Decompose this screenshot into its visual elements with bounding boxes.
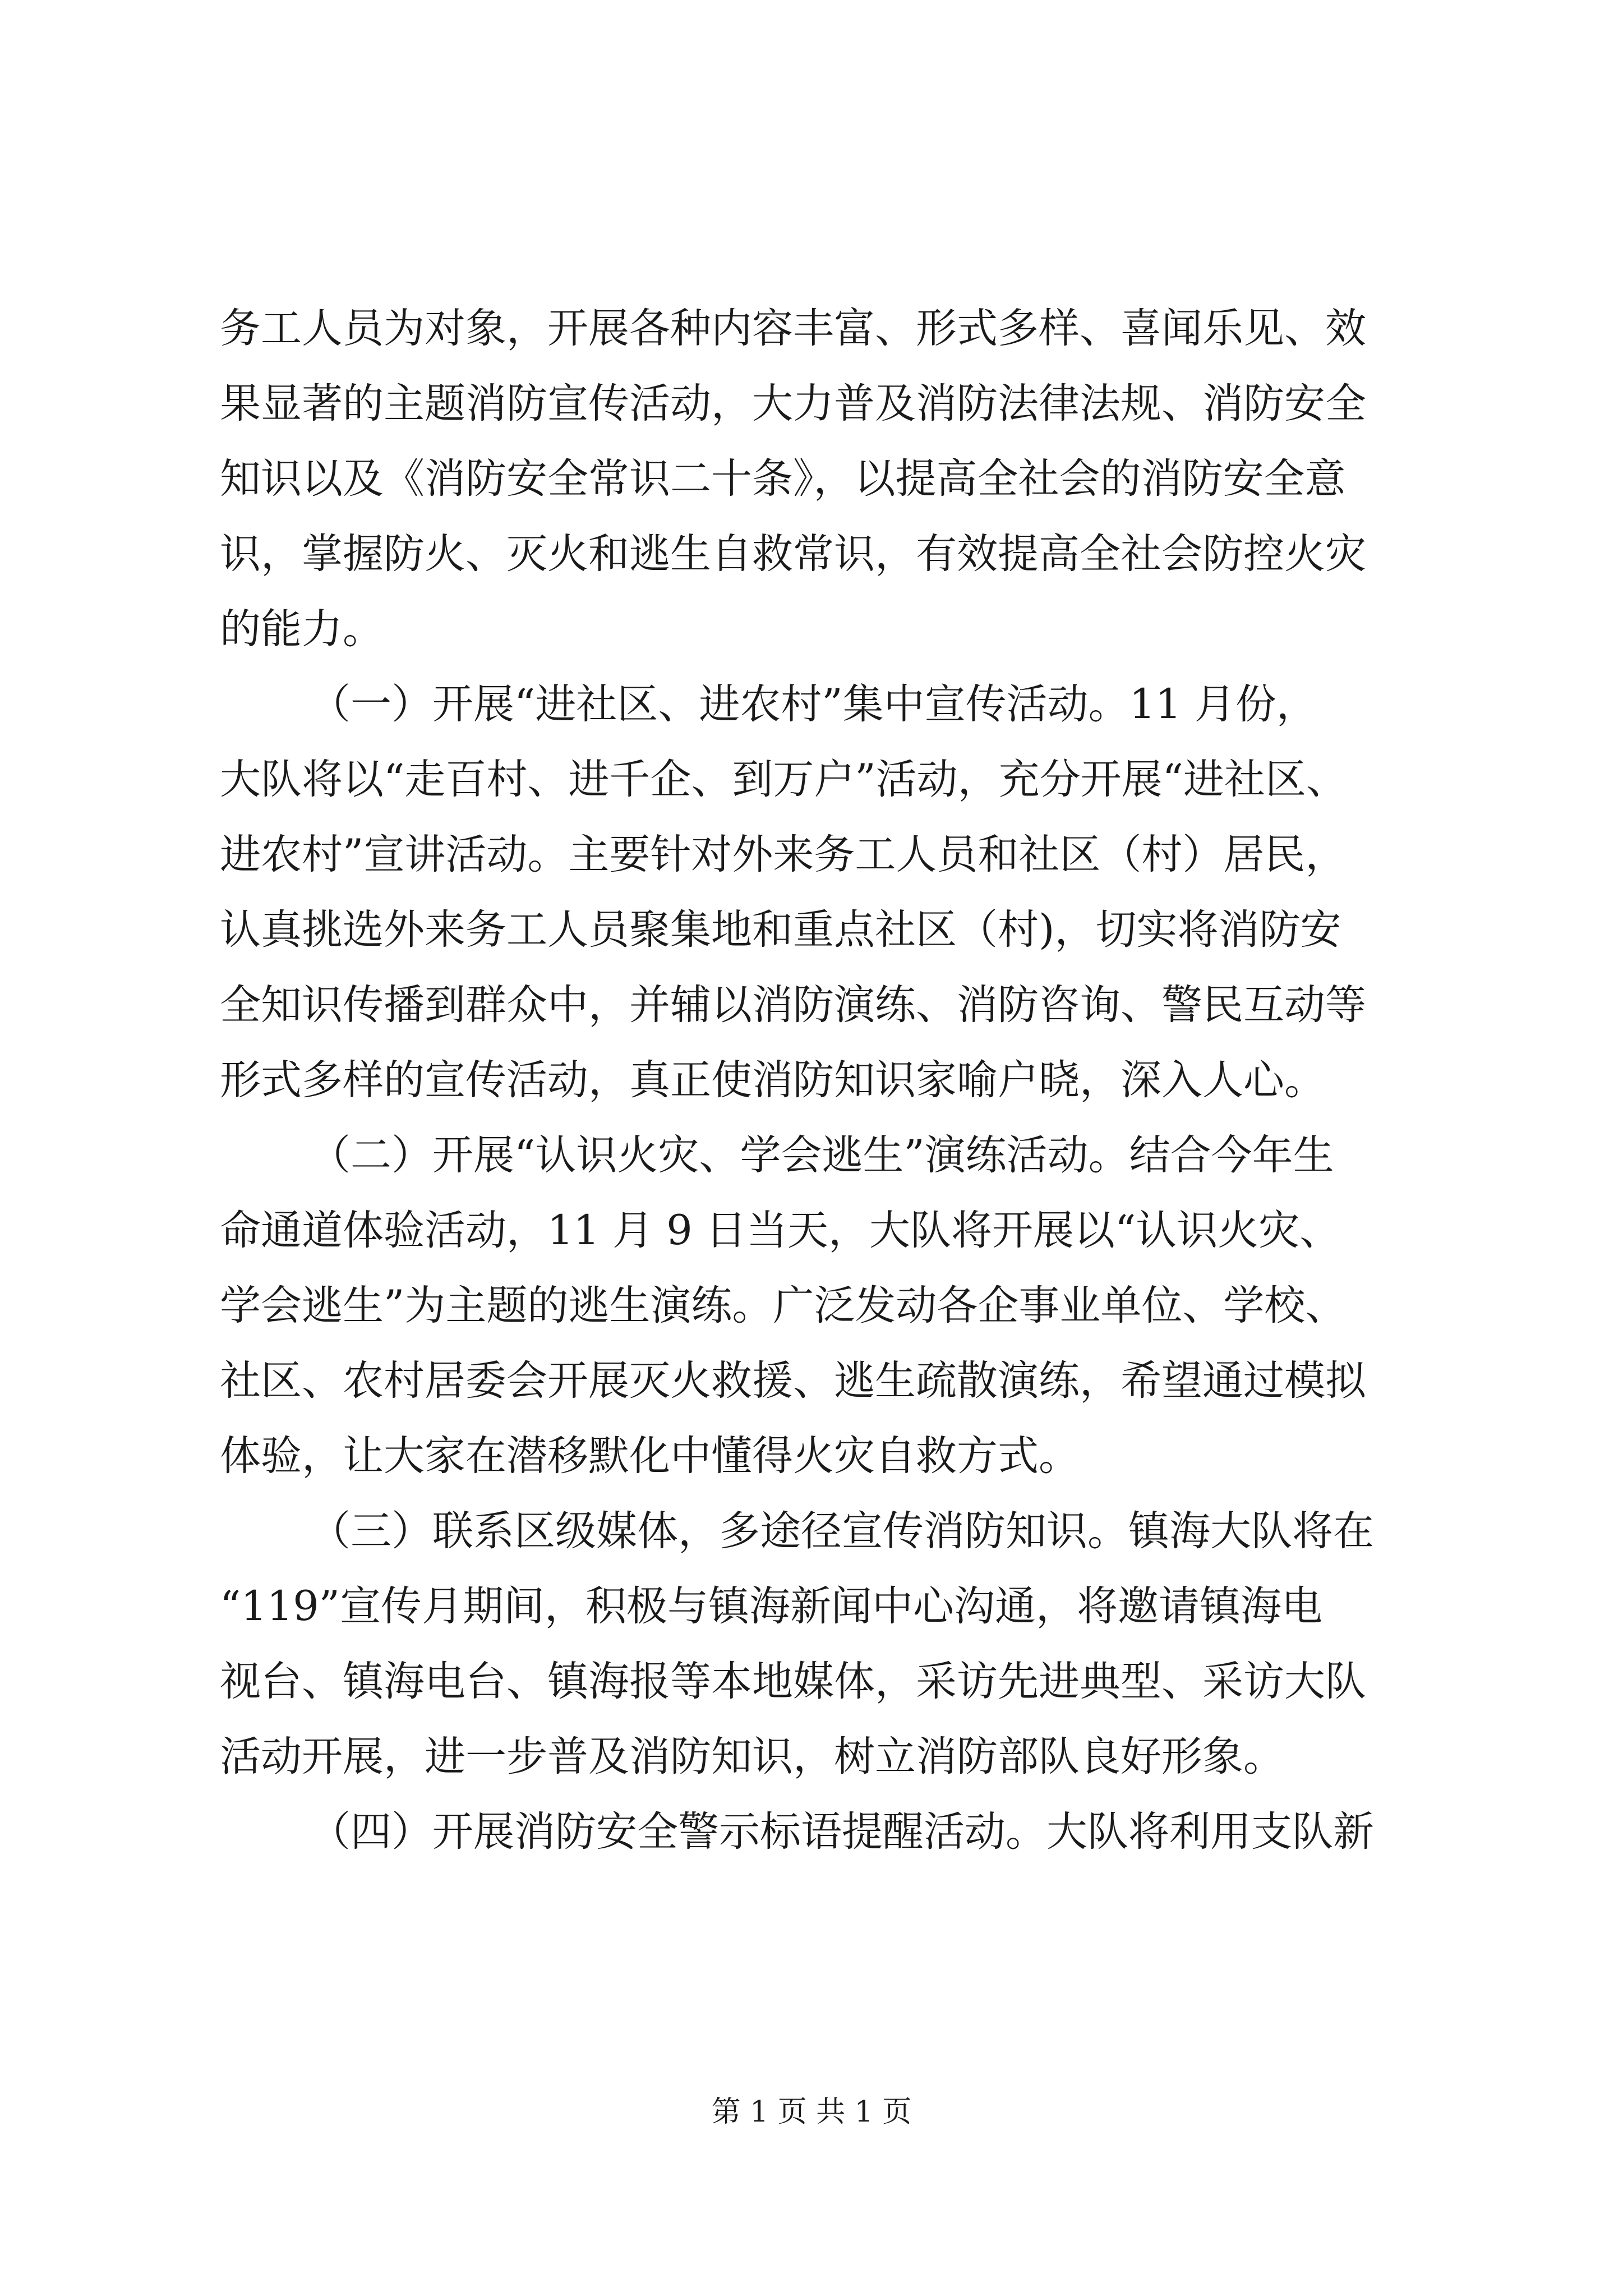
text-line: 进农村”宣讲活动。主要针对外来务工人员和社区（村）居民， (220, 831, 1347, 878)
page-number-footer: 第 1 页 共 1 页 (711, 2095, 912, 2129)
text-line: 知识以及《消防安全常识二十条》，以提高全社会的消防安全意 (220, 455, 1346, 503)
text-line: 体验，让大家在潜移默化中懂得火灾自救方式。 (220, 1432, 1080, 1480)
text-line: 认真挑选外来务工人员聚集地和重点社区（村)，切实将消防安 (220, 906, 1341, 954)
text-line: 全知识传播到群众中，并辅以消防演练、消防咨询、警民互动等 (220, 981, 1366, 1029)
text-line: 形式多样的宣传活动，真正使消防知识家喻户晓，深入人心。 (220, 1056, 1325, 1104)
text-line: 活动开展，进一步普及消防知识，树立消防部队良好形象。 (220, 1733, 1284, 1780)
paragraph-first-line: （二）开展“认识火灾、学会逃生”演练活动。结合今年生 (310, 1131, 1334, 1179)
text-line: 命通道体验活动，11 月 9 日当天，大队将开展以“认识火灾、 (220, 1207, 1341, 1254)
text-line: 社区、农村居委会开展灭火救援、逃生疏散演练，希望通过模拟 (220, 1357, 1366, 1405)
text-line: 务工人员为对象，开展各种内容丰富、形式多样、喜闻乐见、效 (220, 305, 1366, 352)
paragraph-first-line: （三）联系区级媒体，多途径宣传消防知识。镇海大队将在 (310, 1507, 1374, 1555)
text-line: 学会逃生”为主题的逃生演练。广泛发动各企事业单位、学校、 (220, 1282, 1347, 1329)
paragraph-first-line: （一）开展“进社区、进农村”集中宣传活动。11 月份， (310, 680, 1317, 728)
text-line: 大队将以“走百村、进千企、到万户”活动，充分开展“进社区、 (220, 756, 1347, 803)
text-line: 的能力。 (220, 605, 384, 653)
paragraph-first-line: （四）开展消防安全警示标语提醒活动。大队将利用支队新 (310, 1808, 1374, 1856)
text-line: 果显著的主题消防宣传活动，大力普及消防法律法规、消防安全 (220, 380, 1366, 427)
text-line: 识，掌握防火、灭火和逃生自救常识，有效提高全社会防控火灾 (220, 530, 1366, 578)
text-line: “119”宣传月期间，积极与镇海新闻中心沟通，将邀请镇海电 (220, 1582, 1322, 1630)
text-line: 视台、镇海电台、镇海报等本地媒体，采访先进典型、采访大队 (220, 1658, 1366, 1705)
